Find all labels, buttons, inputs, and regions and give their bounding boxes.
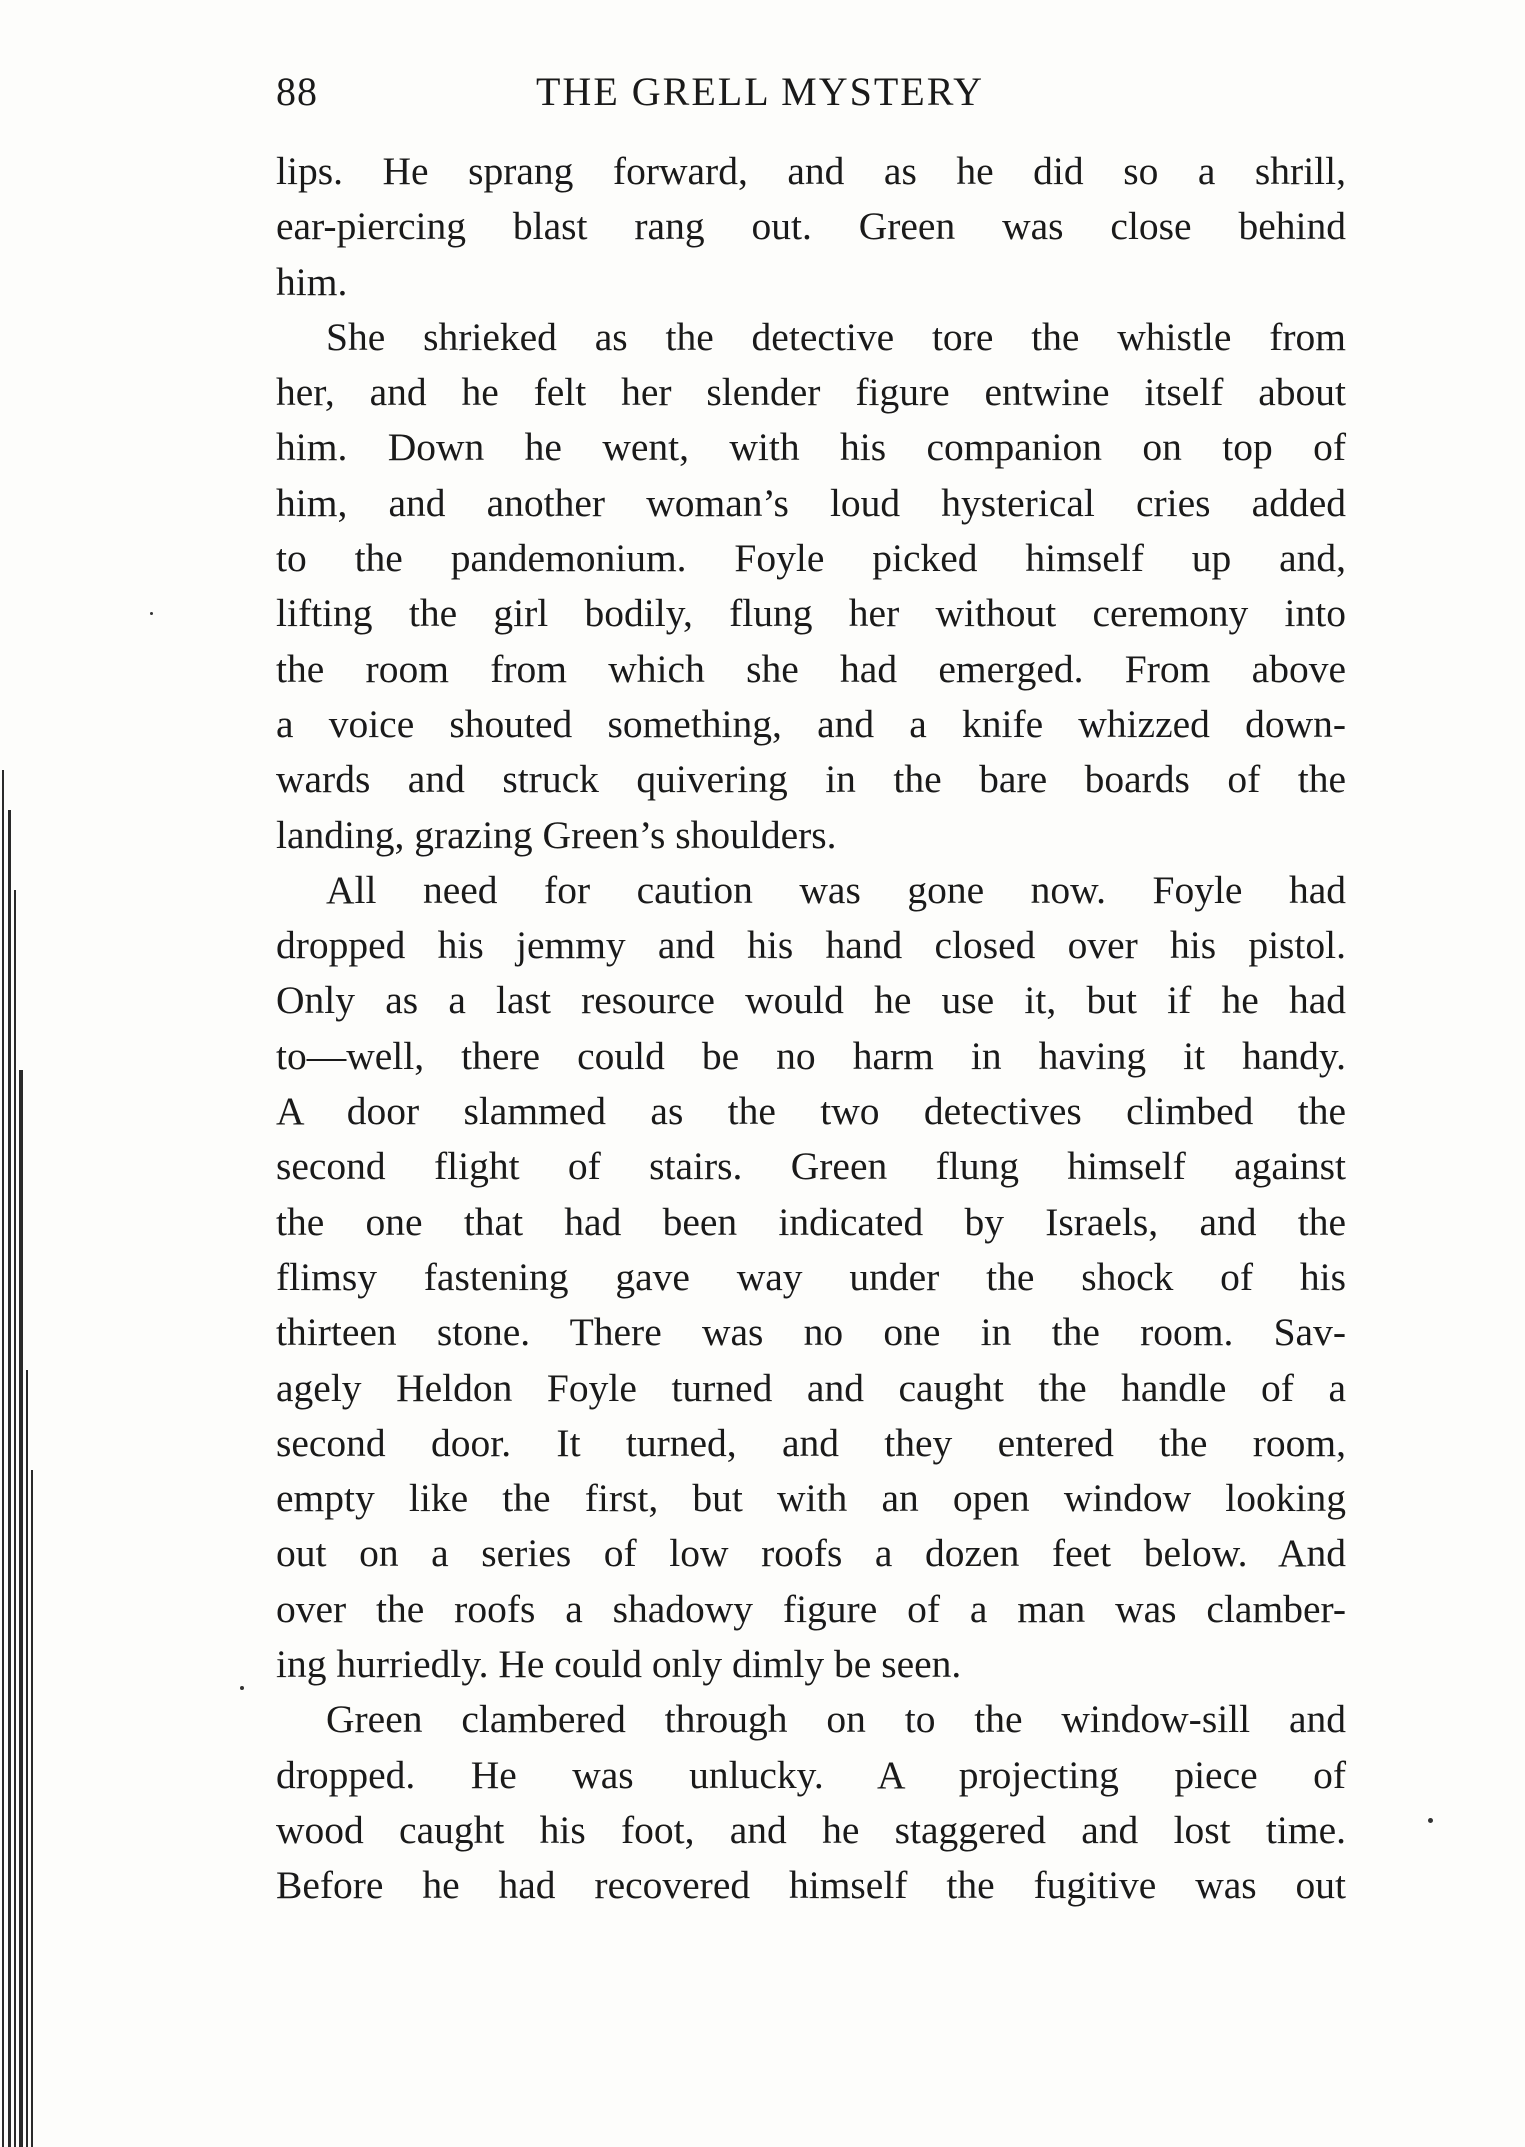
text-line: over the roofs a shadowy figure of a man was clamber- (276, 1586, 1346, 1631)
text-line: a voice shouted something, and a knife whizzed down- (276, 701, 1346, 746)
text-line: the one that had been indicated by Israels, and the (276, 1199, 1346, 1244)
text-line: empty like the first, but with an open window looking (276, 1476, 1346, 1521)
text-line: flimsy fastening gave way under the shock of his (276, 1254, 1346, 1299)
binding-edge (0, 770, 34, 2147)
text-line: agely Heldon Foyle turned and caught the handle of a (276, 1365, 1346, 1410)
paragraph (276, 310, 1346, 863)
text-line: to—well, there could be no harm in having it handy. (276, 1033, 1346, 1078)
text-line: ing hurriedly. He could only dimly be seen. (276, 1642, 962, 1687)
text-line: second flight of stairs. Green flung himself against (276, 1144, 1346, 1189)
paragraph (276, 144, 1346, 310)
text-line: him. Down he went, with his companion on top of (276, 425, 1346, 470)
text-line: thirteen stone. There was no one in the room. Sav- (276, 1310, 1346, 1355)
page-number: 88 (276, 69, 318, 114)
text-line: A door slammed as the two detectives climbed the (276, 1089, 1346, 1134)
text-line: wards and struck quivering in the bare boards of the (276, 757, 1346, 802)
text-line: All need for caution was gone now. Foyle had (326, 867, 1346, 912)
text-line: her, and he felt her slender figure entwine itself about (276, 370, 1346, 415)
text-line: Green clambered through on to the window-sill and (326, 1697, 1346, 1742)
book-page (276, 62, 1346, 1914)
text-line: dropped. He was unlucky. A projecting piece of (276, 1752, 1346, 1797)
text-line: him, and another woman’s loud hysterical cries added (276, 480, 1346, 525)
text-line: wood caught his foot, and he staggered and lost time. (276, 1807, 1346, 1852)
scan-speck (240, 1686, 244, 1690)
text-line: landing, grazing Green’s shoulders. (276, 812, 837, 857)
text-line: ear-piercing blast rang out. Green was close behind (276, 204, 1346, 249)
text-line: the room from which she had emerged. From above (276, 646, 1346, 691)
text-line: She shrieked as the detective tore the whistle from (326, 314, 1346, 359)
text-line: Before he had recovered himself the fugitive was out (276, 1863, 1346, 1908)
text-line: out on a series of low roofs a dozen feet below. And (276, 1531, 1346, 1576)
text-line: dropped his jemmy and his hand closed over his pistol. (276, 923, 1346, 968)
scan-speck (150, 612, 153, 615)
running-head (276, 62, 1346, 122)
text-line: lips. He sprang forward, and as he did so a shrill, (276, 149, 1346, 193)
text-line: to the pandemonium. Foyle picked himself up and, (276, 536, 1346, 581)
paragraph (276, 863, 1346, 1692)
book-title: THE GRELL MYSTERY (536, 69, 985, 114)
body-text (276, 144, 1346, 1914)
text-line: him. (276, 259, 348, 304)
text-line: second door. It turned, and they entered the room, (276, 1420, 1346, 1465)
text-line: lifting the girl bodily, flung her without ceremony into (276, 591, 1346, 636)
paragraph (276, 1692, 1346, 1913)
scan-speck (1428, 1818, 1433, 1823)
text-line: Only as a last resource would he use it, but if he had (276, 978, 1346, 1023)
